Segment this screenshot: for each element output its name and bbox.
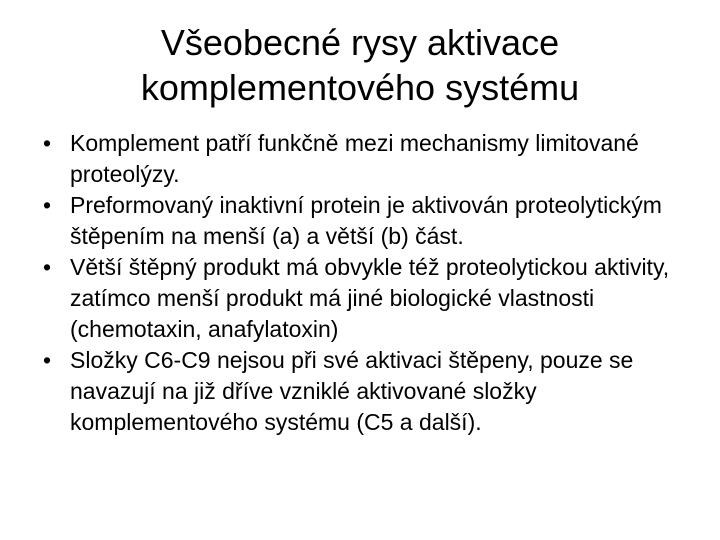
slide-title xyxy=(40,20,680,110)
bullet-text: Větší štěpný produkt má obvykle též proteolytickou aktivity, zatímco menší produkt má jiné biologické vlastnosti (chemotaxin, anafylatoxin) xyxy=(70,254,670,342)
bullet-marker: • xyxy=(43,192,52,218)
bullet-text: Preformovaný inaktivní protein je aktivován proteolytickým štěpením na menší (a) a větší (b) část. xyxy=(70,192,662,249)
bullet-marker: • xyxy=(43,254,52,280)
bullet-list xyxy=(40,128,690,438)
slide-title-line-2: komplementového systému xyxy=(140,67,580,108)
bullet-item xyxy=(40,252,690,345)
bullet-marker: • xyxy=(43,347,52,373)
bullet-item xyxy=(40,345,690,438)
bullet-marker: • xyxy=(43,130,52,156)
bullet-text: Složky C6-C9 nejsou při své aktivaci štěpeny, pouze se navazují na již dříve vzniklé aktivované složky komplementového systému (C5 a další). xyxy=(70,347,634,435)
bullet-item xyxy=(40,128,690,190)
bullet-text: Komplement patří funkčně mezi mechanismy limitované proteolýzy. xyxy=(70,130,639,187)
slide-title-line-1: Všeobecné rysy aktivace xyxy=(160,22,560,63)
bullet-item xyxy=(40,190,690,252)
